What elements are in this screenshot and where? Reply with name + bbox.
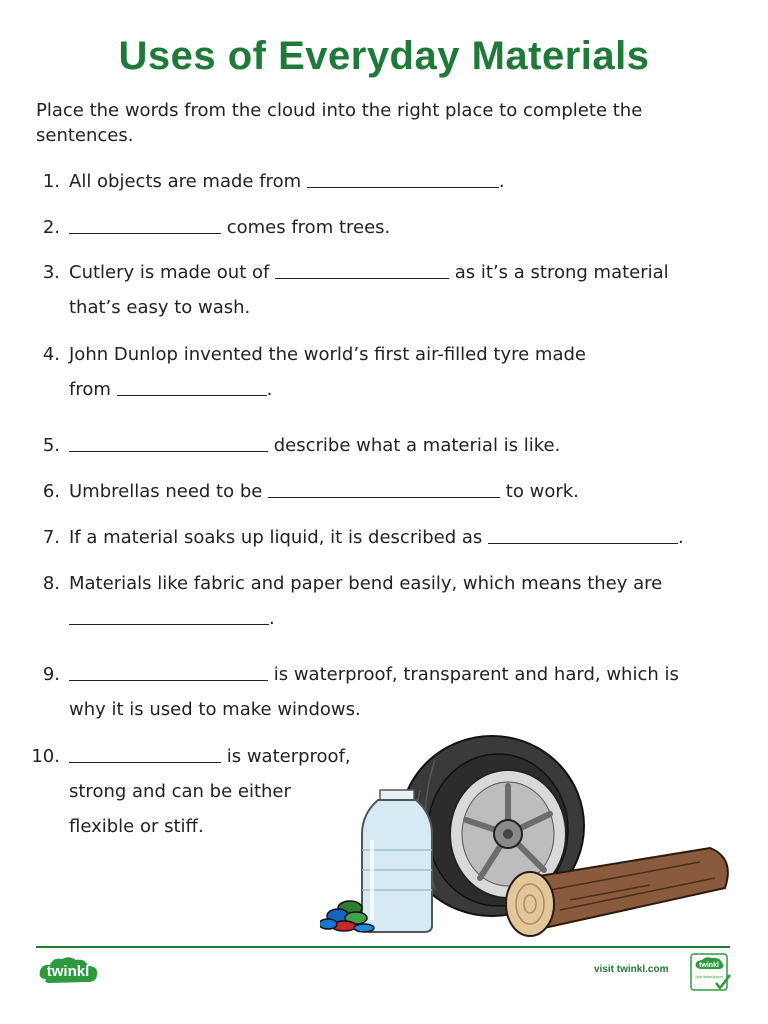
question-text: from — [69, 379, 117, 400]
question-number: 7. — [42, 527, 60, 548]
question-3 — [30, 255, 720, 325]
question-text: . — [498, 171, 505, 192]
question-text: why it is used to make windows. — [69, 699, 361, 720]
question-number: 10. — [31, 746, 60, 767]
question-5 — [30, 428, 720, 463]
quality-badge — [690, 953, 732, 993]
question-text: . — [266, 379, 273, 400]
question-text: . — [269, 608, 275, 629]
question-text: Umbrellas need to be — [69, 481, 269, 502]
question-text: Cutlery is made out of — [69, 262, 276, 283]
question-text: comes from trees. — [221, 217, 391, 238]
question-text: . — [678, 527, 684, 548]
materials-illustration — [320, 730, 740, 940]
question-text: describe what a material is like. — [268, 435, 561, 456]
question-text: If a material soaks up liquid, it is described as — [69, 527, 489, 548]
question-4 — [30, 337, 720, 407]
question-number: 3. — [42, 262, 60, 283]
question-number: 8. — [42, 573, 60, 594]
instructions: Place the words from the cloud into the right place to complete the sentences. — [36, 100, 643, 146]
page-title: Uses of Everyday Materials — [118, 34, 650, 78]
badge-brand: twinkl — [699, 962, 719, 969]
visit-link[interactable]: visit twinkl.com — [594, 964, 669, 975]
footer-divider — [36, 946, 730, 948]
question-text: that’s easy to wash. — [69, 297, 251, 318]
question-6 — [30, 474, 720, 509]
question-text: as it’s a strong material — [449, 262, 669, 283]
question-number: 5. — [42, 435, 60, 456]
question-number: 9. — [42, 664, 60, 685]
question-number: 6. — [42, 481, 60, 502]
question-10 — [30, 739, 360, 844]
question-9 — [30, 657, 720, 727]
question-text: strong and can be either — [69, 781, 291, 802]
question-number: 4. — [42, 344, 60, 365]
question-2 — [30, 210, 720, 245]
bottle-image — [362, 790, 432, 932]
question-7 — [30, 520, 720, 555]
question-8 — [30, 566, 720, 636]
question-number: 2. — [42, 217, 60, 238]
question-text: is waterproof, transparent and hard, which is — [268, 664, 679, 685]
badge-text: Quality Standard Approved — [695, 975, 724, 979]
question-1 — [30, 164, 720, 199]
question-text: All objects are made from — [69, 171, 307, 192]
question-number: 1. — [42, 171, 60, 192]
question-text: Materials like fabric and paper bend easily, which means they are — [69, 573, 663, 594]
twinkl-logo[interactable] — [38, 955, 100, 989]
question-text: to work. — [500, 481, 579, 502]
question-text: is waterproof, — [221, 746, 351, 767]
question-text: John Dunlop invented the world’s first air-filled tyre made — [69, 344, 586, 365]
question-text: flexible or stiff. — [69, 816, 204, 837]
logo-text: twinkl — [46, 963, 90, 980]
